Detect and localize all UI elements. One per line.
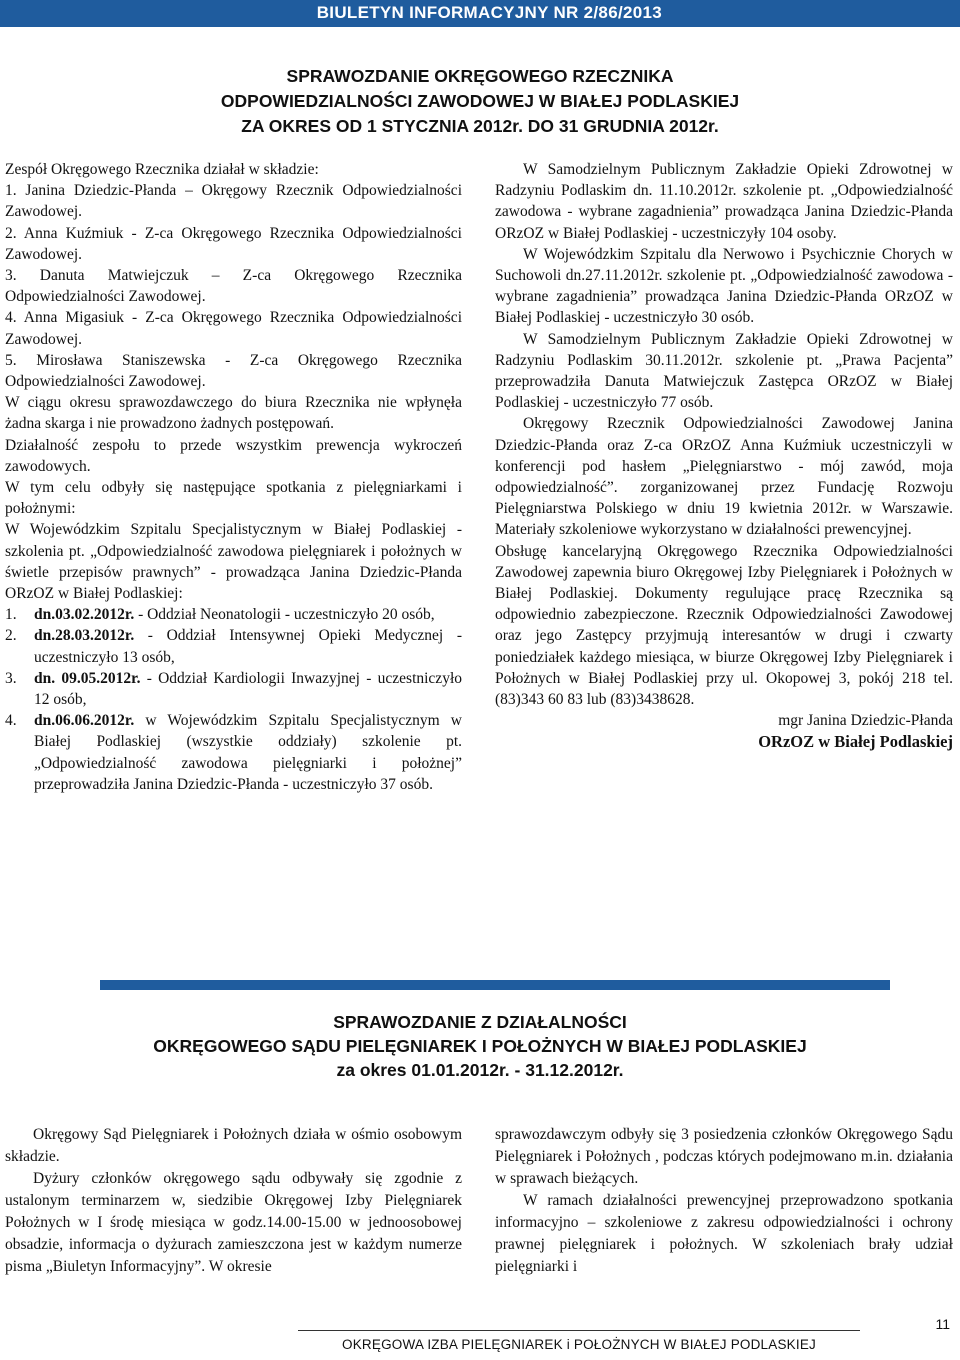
training-item: 2. dn.28.03.2012r. - Oddział Intensywnej Opieki Medycznej - uczestniczyło 13 osób,: [5, 627, 462, 666]
member-item: 3. Danuta Matwiejczuk – Z-ca Okręgowego Rzecznika Odpowiedzialności Zawodowej.: [5, 267, 462, 306]
report2-paragraph: Dyżury członków okręgowego sądu odbywały się zgodnie z ustalonym terminarzem w, siedzibie Okręgowej Izby Pielęgniarek Położnych w I środę miesiąca w godz.14.00-15.00 w jednoosobowej obsadzie, informacja o dyżurach zamieszczona jest w każdym numerze pisma „Biuletyn Informacyjny”. W okresie: [5, 1170, 462, 1275]
report1-title-line: ODPOWIEDZIALNOŚCI ZAWODOWEJ W BIAŁEJ PODLASKIEJ: [220, 91, 740, 111]
training-item: 1. dn.03.02.2012r. - Oddział Neonatologii - uczestniczyło 20 osób,: [5, 606, 435, 624]
member-item: 4. Anna Migasiuk - Z-ca Okręgowego Rzecznika Odpowiedzialności Zawodowej.: [5, 309, 462, 348]
footer-text: OKRĘGOWA IZBA PIELĘGNIAREK i POŁOŻNYCH W BIAŁEJ PODLASKIEJ: [342, 1337, 816, 1352]
training-item: 4. dn.06.06.2012r. w Wojewódzkim Szpitalu Specjalistycznym w Białej Podlaskiej (wszystkie oddziały) szkolenie pt. „Odpowiedzialność zawodowa pielęgniarki i położnej” przeprowadziła Janina Dziedzic-Płanda - uczestniczyło 37 osób.: [5, 712, 462, 793]
complaints-paragraph: W ciągu okresu sprawozdawczego do biura Rzecznika nie wpłynęła żadna skarga i nie prowadzono żadnych postępowań.: [5, 394, 462, 433]
report2-paragraph: W ramach działalności prewencyjnej przeprowadzono spotkania informacyjno – szkoleniowe z zakresu odpowiedzialności i ochrony prawnej pielęgniarek i położnych. W szkoleniach brały udział pielęgniarki i: [495, 1192, 953, 1275]
member-item: 5. Mirosława Staniszewska - Z-ca Okręgowego Rzecznika Odpowiedzialności Zawodowej.: [5, 351, 462, 391]
report2-left-column: [5, 1124, 462, 1278]
report2-title-line: za okres 01.01.2012r. - 31.12.2012r.: [336, 1060, 624, 1080]
report2-title-line: OKRĘGOWEGO SĄDU PIELĘGNIAREK I POŁOŻNYCH W BIAŁEJ PODLASKIEJ: [153, 1036, 807, 1056]
page-number: 11: [935, 1316, 950, 1332]
bulletin-header-title: BIULETYN INFORMACYJNY NR 2/86/2013: [316, 3, 662, 22]
report2-title: [0, 1010, 960, 1082]
members-intro: Zespół Okręgowego Rzecznika działał w składzie:: [5, 161, 319, 178]
training-item: 3. dn. 09.05.2012r. - Oddział Kardiologii Inwazyjnej - uczestniczyło 12 osób,: [5, 669, 462, 709]
meetings-paragraph: W tym celu odbyły się następujące spotkania z pielęgniarkami i położnymi:: [5, 479, 462, 518]
report2-paragraph: Okręgowy Sąd Pielęgniarek i Położnych działa w ośmio osobowym składzie.: [5, 1126, 462, 1165]
office-paragraph: Obsługę kancelaryjną Okręgowego Rzecznika Odpowiedzialności Zawodowej zapewnia biuro Okręgowej Izby Pielęgniarek i Położnych w Białej Podlaskiej. Dokumenty regulujące pracę Rzecznika są odpowiednio zabezpieczone. Rzecznik Odpowiedzialności Zawodowej oraz jego Zastępcy przyjmują interesantów w drugi i czwarty poniedziałek każdego miesiąca, w biurze Okręgowej Izby Pielęgniarek i Położnych w Białej Podlaskiej przy ul. Okopowej 3, pokój 218 tel. (83)343 60 83 lub (83)3438628.: [495, 542, 953, 709]
hospital-paragraph: W Wojewódzkim Szpitalu Specjalistycznym w Białej Podlaskiej - szkolenia pt. „Odpowiedzialność zawodowa pielęgniarek i położnych w świetle przepisów prawnych” - prowadząca Janina Dziedzic-Płanda ORzOZ w Białej Podlaskiej:: [5, 521, 462, 603]
signature-role: ORzOZ w Białej Podlaskiej: [758, 732, 953, 752]
footer-rule: [298, 1330, 860, 1331]
report1-title: [0, 64, 960, 139]
training-paragraph: W Samodzielnym Publicznym Zakładzie Opieki Zdrowotnej w Radzyniu Podlaskim dn. 11.10.2012r. szkolenie pt. „Odpowiedzialność zawodowa - wybrane zagadnienia” prowadząca Janina Dziedzic-Płanda ORzOZ w Białej Podlaskiej - uczestniczyły 104 osoby.: [495, 161, 953, 242]
report1-title-line: SPRAWOZDANIE OKRĘGOWEGO RZECZNIKA: [286, 66, 674, 86]
report2-title-line: SPRAWOZDANIE Z DZIAŁALNOŚCI: [333, 1012, 627, 1032]
member-item: 1. Janina Dziedzic-Płanda – Okręgowy Rzecznik Odpowiedzialności Zawodowej.: [5, 182, 462, 221]
trainings-list: [5, 604, 462, 795]
prevention-paragraph: Działalność zespołu to przede wszystkim prewencja wykroczeń zawodowych.: [5, 436, 462, 475]
section-divider-band: [100, 980, 890, 990]
signature-name: mgr Janina Dziedzic-Płanda: [778, 712, 953, 730]
report2-paragraph: sprawozdawczym odbyły się 3 posiedzenia członków Okręgowego Sądu Pielęgniarek i Położnych , podczas których podejmowano m.in. działania w sprawach bieżących.: [495, 1126, 953, 1187]
report2-right-column: [495, 1124, 953, 1278]
conference-paragraph: Okręgowy Rzecznik Odpowiedzialności Zawodowej Janina Dziedzic-Płanda oraz Z-ca ORzOZ Anna Kuźmiuk uczestniczyli w konferencji pod hasłem „Pielęgniarstwo - mój zawód, moja odpowiedzialność”. zorganizowanej przez Fundację Rozwoju Pielęgniarstwa Polskiego w dniu 19 kwietnia 2012r. w Warszawie. Materiały szkoleniowe wykorzystano w działalności prewencyjnej.: [495, 415, 953, 539]
report1-right-column: [495, 159, 953, 753]
training-paragraph: W Wojewódzkim Szpitalu dla Nerwowo i Psychicznie Chorych w Suchowoli dn.27.11.2012r. szkolenie pt. „Odpowiedzialność zawodowa - wybrane zagadnienia” prowadząca Janina Dziedzic-Płanda ORzOZ w Białej Podlaskiej - uczestniczyło 30 osób.: [495, 245, 953, 327]
training-paragraph: W Samodzielnym Publicznym Zakładzie Opieki Zdrowotnej w Radzyniu Podlaskim 30.11.2012r. szkolenie pt. „Prawa Pacjenta” przeprowadziła Danuta Matwiejczuk Zastępca ORzOZ w Białej Podlaskiej - uczestniczyło 77 osób.: [495, 330, 953, 412]
report1-left-column: [5, 159, 462, 795]
report1-title-line: ZA OKRES OD 1 STYCZNIA 2012r. DO 31 GRUDNIA 2012r.: [241, 116, 719, 136]
member-item: 2. Anna Kuźmiuk - Z-ca Okręgowego Rzecznika Odpowiedzialności Zawodowej.: [5, 224, 462, 263]
